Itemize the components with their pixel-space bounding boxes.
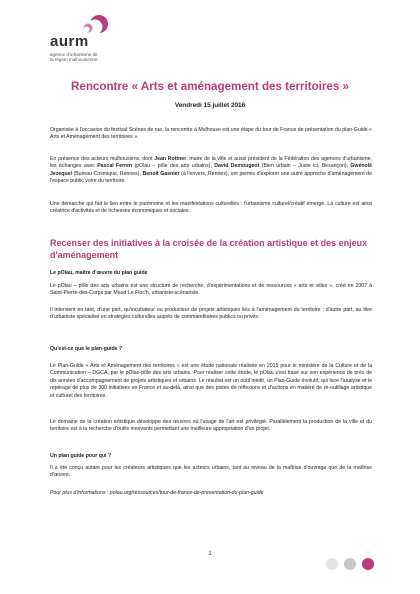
logo-subtitle-line2: la région mulhousienne bbox=[50, 57, 98, 63]
plan-guide-paragraph-2: Le domaine de la création artistique développe des œuvres où l'usage de l'art est privilégié. Parallèlement la production de la ville et du territoire est à la recherche d'outils innovants permettant une meilleure appropriation d'un projet. bbox=[50, 419, 372, 433]
logo-swirl-icon bbox=[77, 13, 111, 35]
plan-guide-paragraph-1: Le Plan-Guide « Arts et Aménagement des territoires » est une étude nationale réalisée en 2015 pour le ministère de la Culture et de la Communication – DGCA, par le pOlau-pôle des arts urbains. Pour réaliser cette étude, le pOlau s'est basé sur son expérience de près de dix années d'accompagnement de projets artistiques et urbains. Le résultat est un outil inédit, un Plan-Guide évolutif, qui livre l'analyse et le repérage de plus de 300 initiatives en France et au-delà, ainsi que des pistes de réflexions et d'actions en matière de ré-outillage artistique et culturel des territoires. bbox=[50, 363, 372, 399]
page-number: 1 bbox=[208, 551, 212, 557]
footer-dot-grey bbox=[344, 558, 356, 570]
footer-dots bbox=[320, 558, 380, 572]
polau-paragraph-2: Il intervient en tant, d'une part, qu'incubateur ou producteur de projets artistiques liés à l'aménagement du territoire ; d'autre part, au titre d'urbaniste spécialisé en stratégies culturelles auprès de commanditaires publics ou privés. bbox=[50, 307, 372, 321]
intro-paragraph-2: En présence des acteurs mulhousiens, dont Jean Rottner, maire de la ville et aussi président de la Fédération des agences d'urbanisme, les échanges avec Pascal Ferren (pOlau – pôle des arts urbains), David Demougeot (Bien urbain – Juste ici, Besançon), Gwénolé Jezequel (Bureau Cosmique, Rennes), Benoit Gasnier (à l'envers, Rennes), ont permis d'explorer une autre approche d'aménagement de l'espace public voire du territoire. bbox=[50, 156, 373, 185]
event-date: Vendredi 15 juillet 2016 bbox=[174, 102, 246, 109]
logo-subtitle-line1: agence d'urbanisme de bbox=[50, 52, 98, 57]
pour-qui-heading: Un plan guide pour qui ? bbox=[50, 453, 112, 459]
pour-qui-paragraph: Il a été conçu autant pour les créateurs artistiques que les acteurs urbains, tant au niveau de la maîtrise d'ouvrage que de la maîtrise d'œuvre. bbox=[50, 465, 372, 479]
intro-paragraph-3: Une démarche qui fait le lien entre le patrimoine et les manifestations culturelles : l'urbanisme culturel/créatif émerge. La culture est ainsi créatrice d'activités et de richesses économiques et sociales. bbox=[50, 201, 372, 215]
footer-dot-accent bbox=[362, 558, 374, 570]
logo-subtitle bbox=[50, 52, 140, 63]
section-heading: Recenser des initiatives à la croisée de la création artistique et des enjeux d'aménagement bbox=[50, 238, 368, 260]
aurm-logo bbox=[50, 13, 140, 65]
more-info-link[interactable]: Pour plus d'informations : polau.org/ressources/tour-de-france-de-presentation-du-plan-guide bbox=[50, 490, 264, 496]
polau-paragraph-1: Le pOlau – pôle des arts urbains est une structure de recherche, d'expérimentations et de ressources « arts et villes », créé en 2007 à Saint-Pierre-des-Corps par Maud Le Floc'h, urbaniste-scénariste. bbox=[50, 283, 372, 297]
logo-wordmark: aurm bbox=[50, 33, 89, 50]
intro-paragraph-1: Organisée à l'occasion du festival Scènes de rue, la rencontre à Mulhouse est une étape du tour de France de présentation du plan-Guide « Arts et Aménagement des territoires ». bbox=[50, 127, 372, 141]
plan-guide-heading: Qu'est-ce que le plan-guide ? bbox=[50, 346, 123, 352]
footer-dot-light bbox=[326, 558, 338, 570]
document-title: Rencontre « Arts et aménagement des territoires » bbox=[71, 80, 349, 93]
polau-heading: Le pOlau, maître d'œuvre du plan guide bbox=[50, 270, 148, 276]
